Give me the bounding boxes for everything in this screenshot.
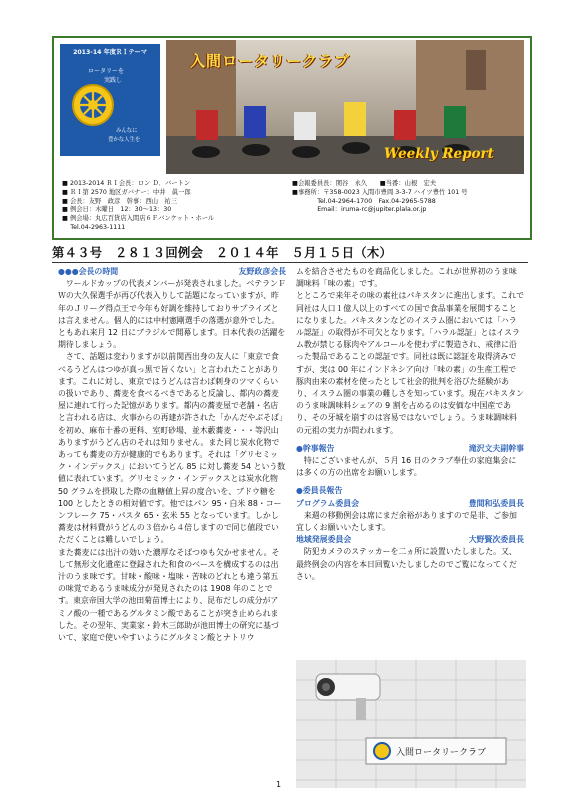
- ri-theme-line: 豊かな人生を: [108, 137, 141, 143]
- rotary-wheel-icon: [70, 82, 116, 128]
- committee-heading: [296, 534, 524, 546]
- body-paragraph: 防犯カメラのステッカーを二ヵ所に設置いたしました。又、最終例会の内容を本日回覧いたしましたのでご覧になってください。: [296, 547, 517, 581]
- committee-name: プログラム委員会: [296, 498, 360, 508]
- weekly-report-title: Weekly Report: [384, 146, 494, 162]
- info-line: ■ 2013-2014 ＲＩ会長：ロン Ｄ．バートン: [62, 180, 191, 187]
- speaker-name: 大野賢次委員長: [468, 535, 524, 545]
- club-officers-info: [62, 180, 214, 233]
- info-line: ■ 会長：友野 政彦 幹事：西山 祐三: [62, 197, 177, 205]
- body-paragraph: 来週の移動例会は席にまだ余裕がありますので是非、ご参加宜しくお願いいたします。: [296, 510, 517, 533]
- club-name-title: 入間ロータリークラブ: [190, 52, 351, 70]
- body-paragraph: とところで来年その味の素社はパキスタンに進出します。これで同社は人口１億人以上のすべての国で食品事業を展開することになりました。パキスタンなどのイスラム圏においては「ハラル認証」の取得が不可欠となります。「ハラル認証」とはイスラム教が禁じる豚肉やアルコールを使わずに製造され、戒律に沿った製品であることの認証です。同社は既に認証を取得済みですが、実は 00 年にインドネシア向け「味の素」の生産工程で豚肉由来の素材を使ったとして社会的批判を浴びた経験があり、イスラム圏の事業の難しさを知っています。現在パキスタンのうま味調味料シェアの 9 割を占めるのは安価な中国産であり、その牙城を崩すのは容易ではないでしょう。うま味調味料の元祖の実力が問われます。: [296, 291, 524, 435]
- divider: [52, 262, 528, 263]
- body-paragraph: また蕎麦には出汁の効いた濃厚なそばつゆも欠かせません。そして無形文化遺産に登録された和食のベースを構成するのは出汁のうま味です。甘味・酸味・塩味・苦味のどれとも違う第五の味覚であるうま味成分が発見されたのは 1908 年のことです。東京帝国大学の池田菊苗博士により、昆布だしの成分がアミノ酸の一種であるグルタミン酸であることが突き止められました。その翌年、実業家・鈴木三郎助が池田博士の研究に基づいて、家庭で使いやすいようにグルタミン酸とナトリウ: [58, 547, 280, 643]
- info-line: ■会報委員長：関谷 永久 ■当番：山根 宏夫: [292, 180, 437, 187]
- info-line: Tel.04-2964-1700 Fax.04-2965-5788: [292, 197, 436, 205]
- ri-theme-line: 実践し: [104, 77, 123, 84]
- page-number: 1: [276, 780, 282, 789]
- body-paragraph: 特にございませんが、５月 16 日のクラブ奉仕の家庭集会には多くの方の出席をお願いします。: [296, 456, 517, 478]
- body-paragraph: ムを結合させたものを商品化しました。これが世界初のうま味調味料「味の素」です。: [296, 267, 517, 289]
- info-line: ■ 例会日：木曜日 12：30～13：30: [62, 206, 172, 214]
- body-paragraph: さて、話題は変わりますが以前関西出身の友人に「東京で食べるうどんはつゆが真っ黒で旨くない」と言われたことがあります。これに対し、東京ではうどんは言わば刺身のツマくらいの扱いであり、蕎麦を食べるべきであると反論し、都内の蕎麦屋に連れて行った記憶があります。都内の蕎麦屋で老舗・名店と言われる店は、火事からの再建が許された「かんだやぶそば」を初め、麻布十番の更科、室町砂場、並木藪蕎麦・・・等沢山ありますがうどん店のそれは知りません。また同じ炭水化物であっても蕎麦の方が健康的でもあります。それは「グリセミック・インデックス」においてうどん 85 に対し蕎麦 54 という数値に表れています。グリセミック・インデックスとは炭水化物 50 グラムを摂取した際の血糖値上昇の度合いを、ブドウ糖を 100 としたときの相対値です。他ではパン 95・白米 88・コーンフレーク 75・パスタ 65・玄米 55 となっています。しかし蕎麦は材料費がうどんの３倍から４倍しますので同じ値段でいただくことは難しいでしょう。: [58, 352, 286, 545]
- security-camera-photo: [296, 660, 526, 788]
- ri-theme-line: みんなに: [116, 128, 138, 134]
- section-label: ●幹事報告: [296, 443, 335, 453]
- ri-theme-line: ロータリーを: [88, 68, 125, 75]
- secretary-report-heading: [296, 443, 524, 455]
- committee-report-heading: ●委員長報告: [296, 486, 343, 496]
- camera-sign-text: 入間ロータリークラブ: [396, 748, 487, 758]
- info-line: ■事務所：〒358-0023 入間市豊岡 3-3-7 ハイツ豊竹 101 号: [292, 188, 468, 196]
- club-office-info: [292, 180, 468, 215]
- info-line: Email：iruma-rc@jupiter.plala.or.jp: [292, 206, 427, 214]
- meeting-number-date: 第４３号 ２８１３回例会 ２０１４年 ５月１５日（木）: [52, 246, 393, 260]
- speaker-name: 豊間和弘委員長: [468, 498, 524, 508]
- right-column: [296, 266, 524, 583]
- president-section-heading: [58, 266, 286, 278]
- body-paragraph: ワールドカップの代表メンバーが発表されました。ベテランＦＷの大久保選手が再び代表入りして話題になっていますが、昨年のＪリーグ得点王で今年も好調を維持しておりサプライズとは言えません。個人的には中村憲剛選手の落選が意外でした。ともあれ来月 12 日にブラジルで開幕します。日本代表の活躍を期待しましょう。: [58, 279, 286, 350]
- committee-heading: [296, 498, 524, 510]
- info-line: Tel.04-2963-1111: [62, 223, 126, 231]
- ri-theme-box: [60, 44, 160, 156]
- left-column: [58, 266, 286, 644]
- committee-name: 地域発展委員会: [296, 535, 352, 545]
- section-label: ●●●会長の時間: [58, 267, 119, 276]
- speaker-name: 滝沢文夫副幹事: [468, 443, 524, 453]
- ri-theme-title: 2013-14 年度ＲＩテーマ: [73, 49, 147, 56]
- info-line: ■ 例会場：丸広百貨店入間店６Ｆバンケット・ホール: [62, 215, 215, 223]
- speaker-name: 友野政彦会長: [238, 267, 286, 276]
- info-line: ■ ＲＩ第 2570 地区ガバナー：中井 眞一郎: [62, 188, 191, 196]
